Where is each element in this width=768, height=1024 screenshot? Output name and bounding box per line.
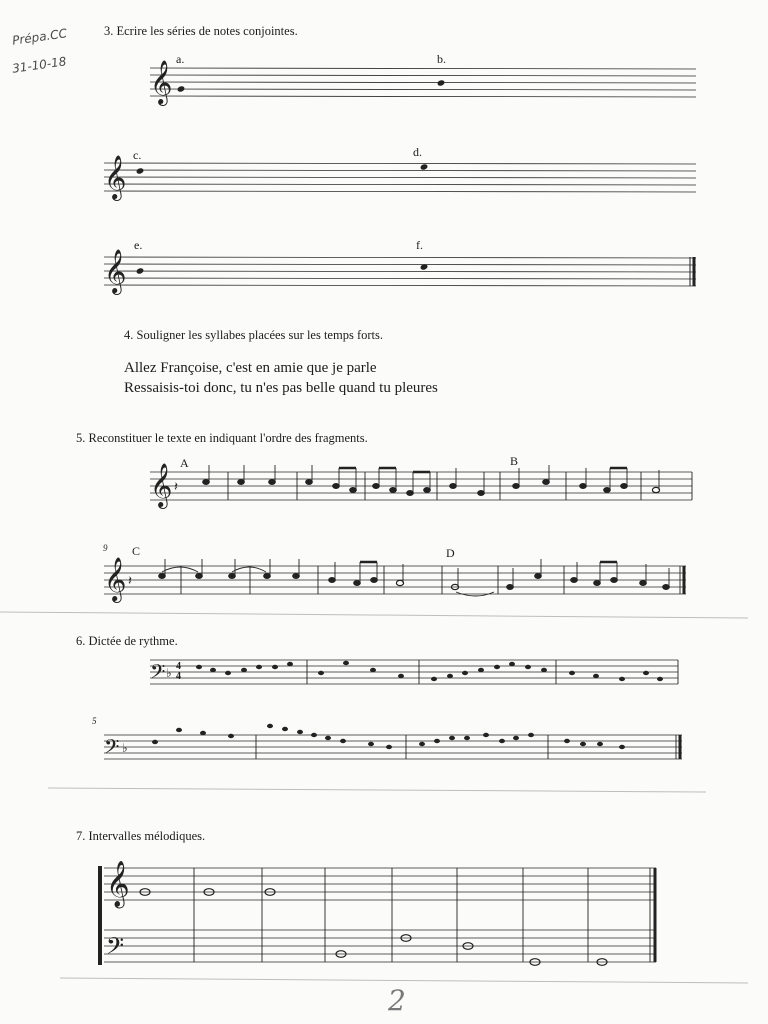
bass-clef-icon: 𝄢: [106, 932, 125, 965]
ex3-label-a: a.: [176, 52, 185, 66]
bass-staff-lines: [104, 930, 656, 962]
fragment-c-label: C: [132, 544, 141, 558]
staff-lines: [150, 68, 696, 97]
page-number: 2: [388, 984, 406, 1017]
staff-lines: [150, 472, 692, 500]
flat-icon: ♭: [122, 741, 128, 755]
ex6-title: 6. Dictée de rythme.: [76, 634, 178, 648]
ex4-title: 4. Souligner les syllabes placées sur les temps forts.: [124, 328, 383, 342]
time-signature-bottom: 4: [176, 671, 181, 682]
staff-lines: [104, 163, 696, 192]
ex3-staff-3: [104, 249, 696, 295]
note-a: [177, 85, 186, 92]
treble-clef-icon: 𝄞: [104, 155, 127, 199]
ex3-label-b: b.: [437, 52, 446, 66]
separator-rule-2: [48, 788, 706, 792]
staff-lines: [104, 566, 686, 594]
ex6-bar-number: 5: [92, 716, 97, 726]
margin-note-line1: Prépa.CC: [11, 26, 68, 48]
treble-clef-icon: 𝄞: [150, 60, 173, 104]
quarter-rest-icon: 𝄽: [174, 480, 178, 495]
ex3-label-c: c.: [133, 148, 142, 162]
bass-clef-icon: 𝄢: [150, 660, 166, 688]
rhythm-notes-row2: [152, 724, 625, 749]
ex5-staff-2: [104, 557, 686, 603]
barlines: [194, 868, 655, 962]
ex3-staff-1: [150, 60, 696, 106]
fragment-a-label: A: [180, 456, 189, 470]
staff-lines: [104, 735, 682, 759]
time-signature-top: 4: [176, 661, 181, 672]
ex4-line1: Allez Françoise, c'est en amie que je parle: [124, 360, 377, 376]
fragment-d-label: D: [446, 546, 455, 560]
treble-clef-icon: 𝄞: [150, 463, 173, 507]
treble-clef-icon: 𝄞: [104, 249, 127, 293]
ex6-staff-2: [104, 724, 682, 763]
treble-clef-icon: 𝄞: [104, 557, 127, 601]
ex5-title: 5. Reconstituer le texte en indiquant l'ordre des fragments.: [76, 431, 368, 445]
note-c: [136, 167, 145, 174]
margin-note-line2: 31-10-18: [11, 54, 68, 76]
ex3-label-f: f.: [416, 238, 423, 252]
ex7-title: 7. Intervalles mélodiques.: [76, 829, 206, 843]
flat-icon: ♭: [166, 666, 172, 680]
fragment-notes-row2: [159, 559, 670, 596]
ex6-staff-1: [150, 660, 678, 688]
separator-rule-1: [0, 612, 748, 618]
treble-staff-lines: [104, 868, 656, 900]
note-e: [136, 267, 145, 274]
treble-clef-icon: 𝄞: [106, 861, 130, 907]
ex5-bar-number: 9: [103, 543, 108, 553]
ex5-staff-1: [150, 463, 692, 509]
ex3-label-e: e.: [134, 238, 143, 252]
staff-lines: [104, 257, 696, 286]
separator-rule-3: [60, 978, 748, 983]
ex4-line2: Ressaisis-toi donc, tu n'es pas belle quand tu pleures: [124, 380, 438, 396]
bass-clef-icon: 𝄢: [104, 735, 120, 763]
fragment-notes-row1: [203, 465, 660, 496]
ex3-label-d: d.: [413, 145, 422, 159]
quarter-rest-icon: 𝄽: [128, 574, 132, 589]
note-d: [420, 163, 429, 170]
fragment-b-label: B: [510, 454, 519, 468]
ex3-staff-2: [104, 155, 696, 201]
note-b: [437, 79, 446, 86]
ex7-grand-staff: [100, 861, 656, 965]
ex3-title: 3. Ecrire les séries de notes conjointes.: [104, 24, 298, 38]
